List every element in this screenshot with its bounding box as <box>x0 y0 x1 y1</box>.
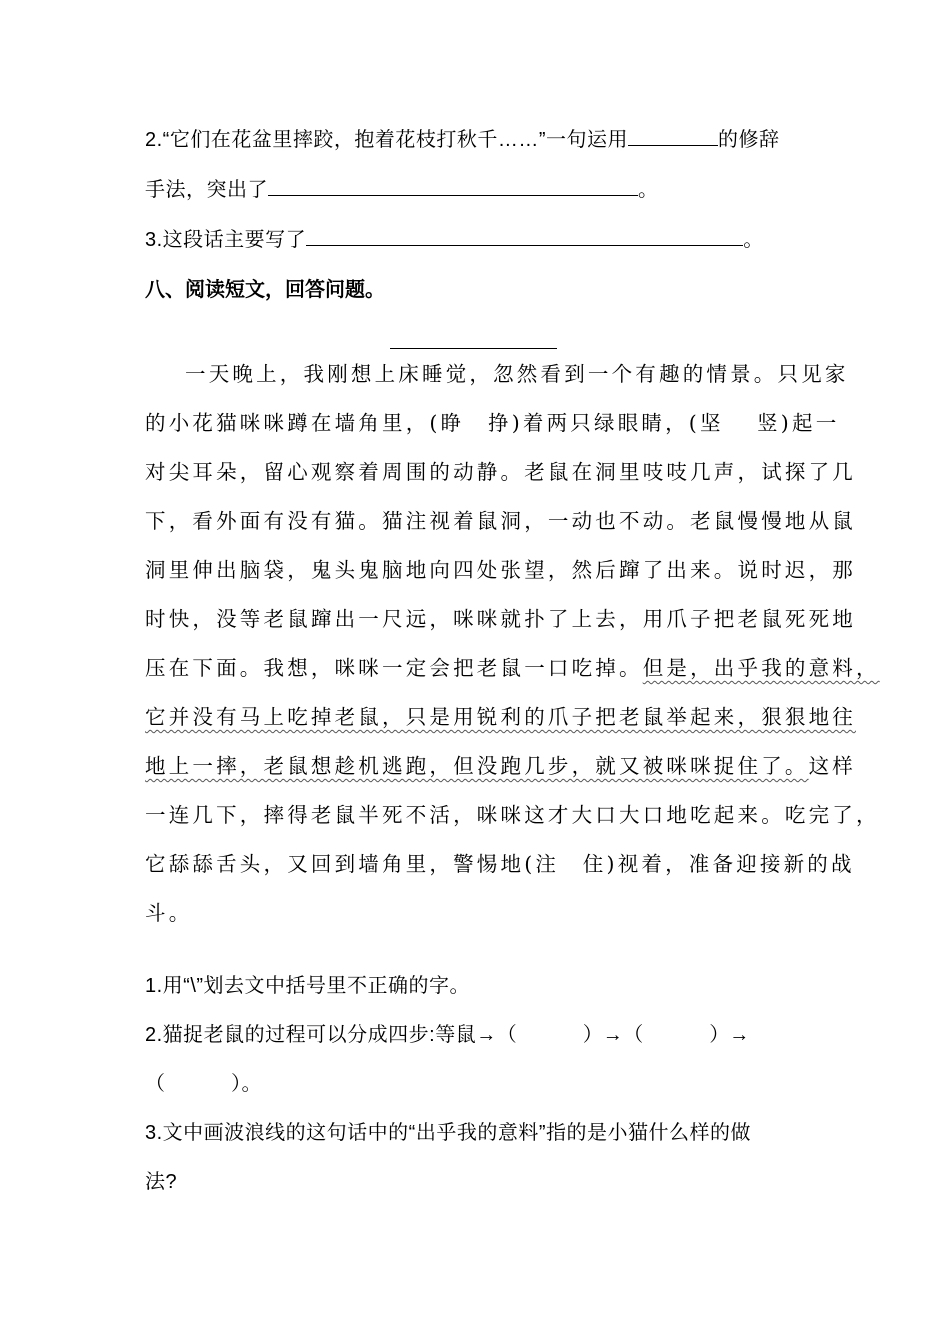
question-1: 1.用“\”划去文中括号里不正确的字。 <box>145 975 471 997</box>
question-3-line-1: 3.文中画波浪线的这句话中的“出乎我的意料”指的是小猫什么样的做 <box>145 1122 751 1144</box>
arrow: → <box>729 1024 750 1046</box>
open-paren: （ <box>623 1024 644 1046</box>
question-2-line-1 <box>145 115 810 165</box>
passage-line: 洞里伸出脑袋，鬼头鬼脑地向四处张望，然后蹿了出来。说时迟，那 <box>145 558 856 582</box>
question-3-line <box>145 215 810 265</box>
passage-text: 这样 <box>808 754 857 778</box>
passage-line <box>145 693 856 742</box>
passage-line: 时快，没等老鼠蹿出一尺远，咪咪就扑了上去，用爪子把老鼠死死地 <box>145 607 856 631</box>
passage-line <box>145 644 880 693</box>
question-2-text-a: 2.“它们在花盆里摔跤，抱着花枝打秋千……”一句运用 <box>145 129 628 151</box>
open-paren: （ <box>496 1024 518 1046</box>
question-2 <box>145 1011 810 1060</box>
answer-blank-main-idea[interactable] <box>306 225 743 246</box>
question-3-text-b: 。 <box>743 229 764 251</box>
close-paren-period: ）。 <box>231 1073 262 1095</box>
answer-blank-highlight[interactable] <box>268 175 638 196</box>
passage-text: 压在下面。我想，咪咪一定会把老鼠一口吃掉。 <box>145 656 643 680</box>
question-3-line-2: 法? <box>145 1171 178 1193</box>
passage-line: 的小花猫咪咪蹲在墙角里，(睁 挣)着两只绿眼睛，(坚 竖)起一 <box>145 411 840 435</box>
passage-line: 对尖耳朵，留心观察着周围的动静。老鼠在洞里吱吱几声，试探了几 <box>145 460 856 484</box>
question-2-line-2 <box>145 165 810 215</box>
passage-line: 一连几下，摔得老鼠半死不活，咪咪这才大口大口地吃起来。吃完了， <box>145 803 880 827</box>
passage-line: 它舔舔舌头，又回到墙角里，警惕地(注 住)视着，准备迎接新的战 <box>145 852 855 876</box>
open-paren: （ <box>145 1073 166 1095</box>
question-2-prompt: 2.猫捉老鼠的过程可以分成四步:等鼠→ <box>145 1024 497 1046</box>
answer-blank-rhetoric[interactable] <box>628 125 718 146</box>
question-2-text-c: 手法，突出了 <box>145 179 268 201</box>
wavy-underlined-sentence: 地上一摔，老鼠想趁机逃跑，但没跑几步，就又被咪咪捉住了。 <box>145 754 809 778</box>
wavy-underlined-sentence: 它并没有马上吃掉老鼠，只是用锐利的爪子把老鼠举起来，狠狠地往 <box>145 705 856 729</box>
passage-line: 下，看外面有没有猫。猫注视着鼠洞，一动也不动。老鼠慢慢地从鼠 <box>145 509 856 533</box>
question-3-text-a: 3.这段话主要写了 <box>145 229 307 251</box>
reading-passage <box>145 350 880 938</box>
question-2-text-b: 的修辞 <box>718 129 780 151</box>
close-paren: ） <box>709 1024 730 1046</box>
section-heading: 八、阅读短文，回答问题。 <box>145 279 385 301</box>
arrow: → <box>602 1024 624 1046</box>
passage-line <box>145 742 857 791</box>
title-answer-blank[interactable] <box>390 348 557 349</box>
question-2-text-d: 。 <box>638 179 659 201</box>
close-paren: ） <box>582 1024 604 1046</box>
passage-line: 一天晚上，我刚想上床睡觉，忽然看到一个有趣的情景。只见家 <box>185 362 849 386</box>
question-2-continued <box>145 1060 810 1109</box>
worksheet-page <box>145 115 880 1193</box>
passage-questions <box>145 962 810 1207</box>
wavy-underlined-sentence: 但是，出乎我的意料， <box>642 656 880 680</box>
passage-line: 斗。 <box>145 901 193 925</box>
